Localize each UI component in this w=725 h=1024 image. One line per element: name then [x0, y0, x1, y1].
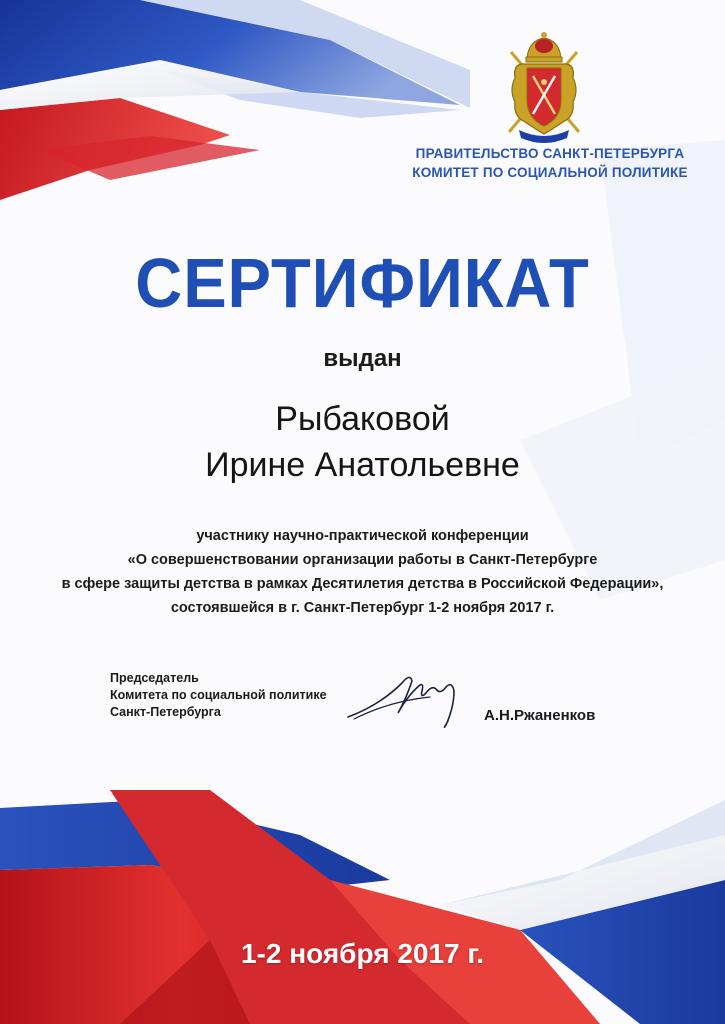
signer-title-line-3: Санкт-Петербурга — [110, 705, 221, 719]
description-line-2: «О совершенствовании организации работы в Санкт-Петербурге — [127, 552, 598, 568]
description-line-1: участнику научно-практической конференции — [196, 528, 529, 544]
award-description — [20, 524, 705, 620]
description-line-3: в сфере защиты детства в рамках Десятилетия детства в Российской Федерации», — [61, 576, 664, 592]
signer-name: А.Н.Ржаненков — [484, 707, 596, 724]
event-date: 1-2 ноября 2017 г. — [240, 938, 485, 969]
coat-of-arms-icon — [497, 30, 591, 148]
signer-position — [110, 670, 370, 721]
organization-line-1: ПРАВИТЕЛЬСТВО САНКТ-ПЕТЕРБУРГА — [415, 146, 685, 161]
organization-line-2: КОМИТЕТ ПО СОЦИАЛЬНОЙ ПОЛИТИКЕ — [412, 165, 688, 180]
recipient-name — [0, 396, 725, 488]
description-line-4: состоявшейся в г. Санкт-Петербург 1-2 ноября 2017 г. — [170, 600, 555, 616]
signer-title-line-1: Председатель — [110, 671, 199, 685]
signature-icon — [340, 655, 480, 735]
signer-title-line-2: Комитета по социальной политике — [110, 688, 327, 702]
recipient-given-names: Ирине Анатольевне — [205, 446, 520, 484]
issued-label: выдан — [323, 345, 402, 372]
organization-header — [400, 144, 700, 182]
certificate-title: СЕРТИФИКАТ — [135, 244, 590, 322]
recipient-surname: Рыбаковой — [275, 400, 450, 438]
